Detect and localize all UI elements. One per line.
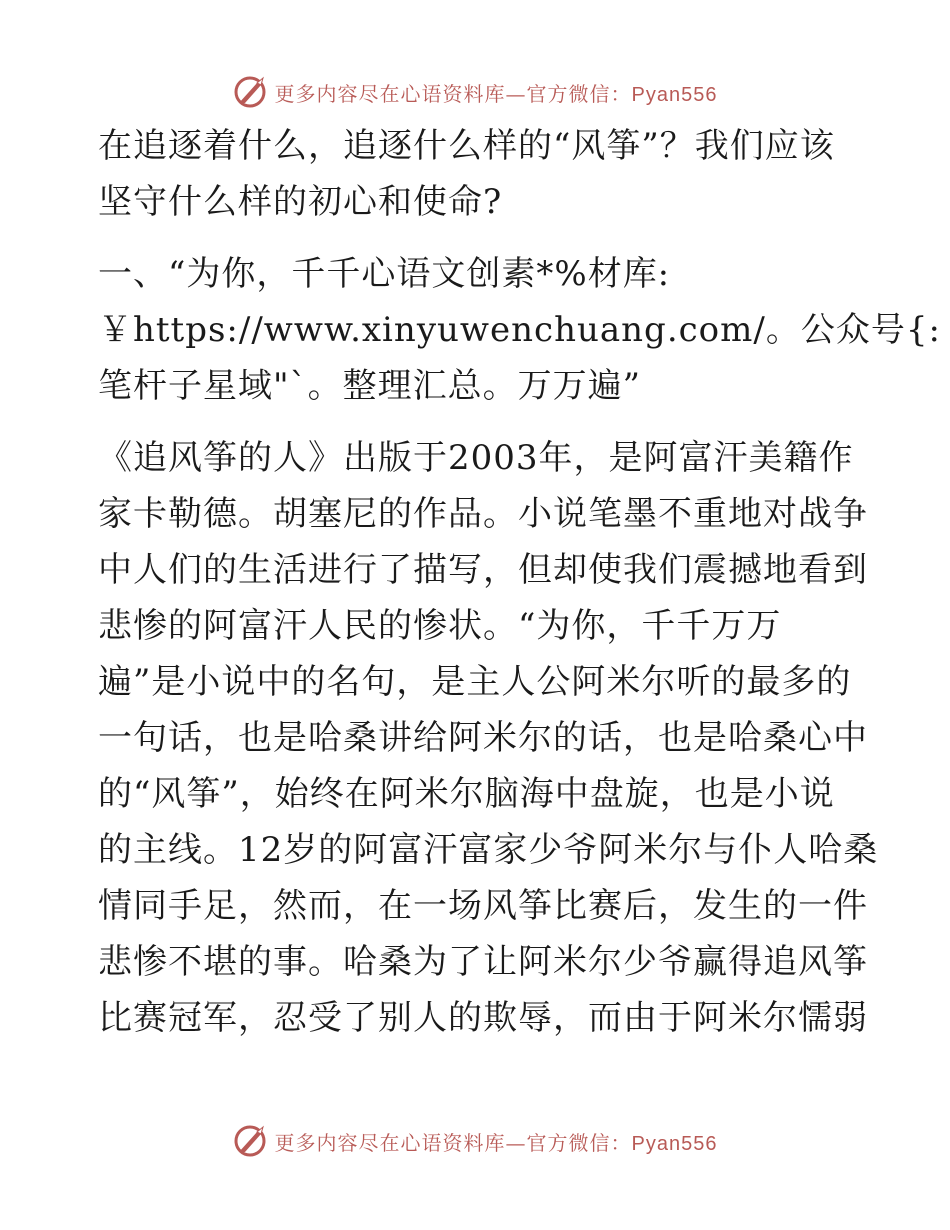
paragraph-2 [98,246,941,414]
text-line: 在追逐着什么，追逐什么样的“风筝”？我们应该 [98,126,835,166]
quill-pen-logo-icon [233,75,267,109]
header-watermark-cn: 更多内容尽在心语资料库—官方微信： [274,81,632,106]
text-line: 笔杆子星域"`。整理汇总。万万遍” [98,366,642,406]
text-line: 一、“为你，千千心语文创素*%材库: [98,254,671,294]
text-line: 比赛冠军，忍受了别人的欺辱，而由于阿米尔懦弱 [98,998,868,1038]
footer-watermark-cn: 更多内容尽在心语资料库—官方微信： [274,1130,632,1155]
text-line: 家卡勒德。胡塞尼的作品。小说笔墨不重地对战争 [98,494,868,534]
document-body [98,118,941,1046]
footer-watermark-wechat-id: Pyan556 [631,1132,718,1155]
paragraph-3 [98,430,879,1046]
footer-watermark-text [275,1127,718,1156]
footer-watermark [0,1121,950,1161]
header-watermark-wechat-id: Pyan556 [631,83,718,106]
text-line: 的“风筝”，始终在阿米尔脑海中盘旋，也是小说 [98,774,835,814]
text-line: 悲惨不堪的事。哈桑为了让阿米尔少爷赢得追风筝 [98,942,868,982]
text-line: 《追风筝的人》出版于2003年，是阿富汗美籍作 [98,438,854,478]
text-line: 中人们的生活进行了描写，但却使我们震撼地看到 [98,550,868,590]
paragraph-1 [98,118,858,230]
text-line: 情同手足，然而，在一场风筝比赛后，发生的一件 [98,886,868,926]
text-line: 悲惨的阿富汗人民的惨状。“为你，千千万万 [98,606,782,646]
quill-pen-logo-icon [233,1124,267,1158]
header-watermark [0,72,950,112]
text-line: 坚守什么样的初心和使命? [98,182,503,222]
header-watermark-text [275,78,718,107]
text-line: 一句话，也是哈桑讲给阿米尔的话，也是哈桑心中 [98,718,868,758]
text-line: ￥https://www.xinyuwenchuang.com/。公众号{: [98,310,941,350]
text-line: 的主线。12岁的阿富汗富家少爷阿米尔与仆人哈桑 [98,830,879,870]
text-line: 遍”是小说中的名句，是主人公阿米尔听的最多的 [98,662,852,702]
